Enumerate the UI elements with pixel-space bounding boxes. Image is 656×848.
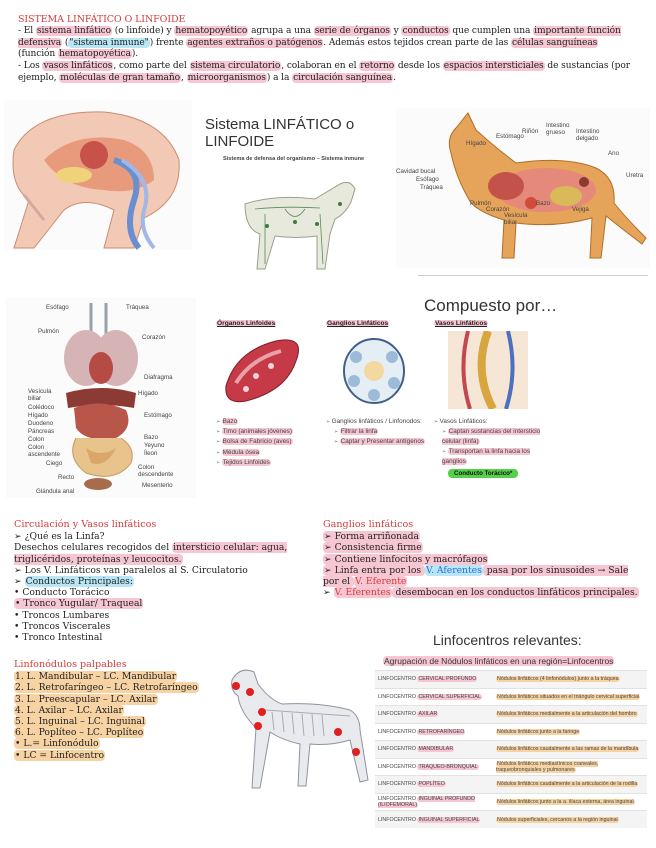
intro-paragraph-2	[18, 61, 630, 85]
list-item	[216, 448, 321, 458]
linfocentro-name-cell	[375, 671, 493, 689]
text: Nódulos linfáticos medialmente a la articulación del hombro	[497, 711, 637, 718]
cat-label: Vesícula biliar	[504, 212, 528, 226]
text: AXILAR	[418, 711, 438, 718]
list-item	[14, 682, 214, 693]
sistema-title: Sistema LINFÁTICO o LINFOIDE	[205, 116, 355, 150]
text: • L.= Linfonódulo	[15, 738, 99, 750]
text: RETROFARÍNGEO	[418, 728, 465, 735]
list-item: • Troncos Lumbares	[14, 609, 110, 621]
list-item	[323, 587, 645, 598]
organ-label: Estómago	[144, 412, 172, 419]
text: intersticio celular: agua, triglicéridos, proteínas y leucocitos.	[14, 542, 288, 565]
col1-list	[216, 417, 321, 468]
text: 6. L. Poplíteo – LC. Poplíteo	[15, 727, 144, 739]
text: ,	[181, 72, 187, 83]
text: vasos linfáticos	[43, 61, 113, 72]
compuesto-title: Compuesto por…	[424, 296, 558, 315]
list-item	[434, 417, 544, 427]
vasos-linfaticos-column	[434, 320, 544, 477]
list-item	[334, 437, 431, 447]
text: Ganglios linfáticos / Linfonodos:	[331, 418, 422, 425]
text: Timo (animales jóvenes)	[222, 428, 292, 436]
table-row	[375, 758, 647, 776]
linfocentro-name-cell	[375, 688, 493, 706]
linfocentro-name-cell	[375, 811, 493, 829]
text: V. Aferentes	[426, 564, 482, 576]
linfocentro-name-cell	[375, 776, 493, 794]
list-item	[216, 437, 321, 447]
organ-label: Diafragma	[144, 374, 173, 381]
linfocentro-description-cell	[493, 706, 647, 724]
list-item	[334, 427, 431, 437]
text: ➢	[323, 587, 334, 599]
text: LINFOCENTRO	[378, 763, 418, 770]
section-heading: Ganglios linfáticos	[323, 519, 414, 530]
text: agrupa a una	[248, 25, 314, 36]
text: Bazo	[222, 418, 238, 425]
linfocentro-name-cell	[375, 741, 493, 759]
organ-label: Páncreas	[28, 428, 55, 435]
table-row	[375, 688, 647, 706]
intro-block	[18, 14, 630, 85]
intro-paragraph-1	[18, 26, 630, 61]
text: Filtrar la linfa	[340, 428, 378, 436]
organ-label: Íleon	[144, 450, 158, 457]
text: ➢	[14, 576, 25, 588]
lymph-node-svg	[334, 331, 414, 409]
table-row	[375, 793, 647, 811]
sistema-subtitle: Sistema de defensa del organismo – Sistema inmune	[223, 156, 365, 162]
cat-label: Vejiga	[572, 206, 589, 213]
text: , colaboran en el	[281, 61, 360, 72]
text: Agrupación de Nódulos linfáticos en una región=Linfocentros	[384, 656, 614, 666]
text: . Además estos tejidos crean parte de las	[323, 37, 512, 48]
cat-label: Bazo	[536, 200, 551, 207]
organ-label: Colon	[28, 436, 45, 443]
text: 4. L. Axilar – LC. Axilar	[15, 704, 123, 716]
cat-label: Intestino delgado	[576, 128, 600, 142]
text: microorganismos	[187, 72, 266, 83]
ganglios-linfaticos-column	[326, 320, 431, 448]
list-item	[14, 738, 214, 749]
list-item	[14, 727, 214, 738]
dog-skeleton-svg	[210, 660, 375, 795]
circulacion-section	[14, 519, 314, 643]
text: Desechos celulares recogidos del	[14, 542, 173, 554]
list-item	[14, 671, 214, 682]
text: células sanguíneas	[512, 37, 598, 48]
cat-label: Hígado	[466, 140, 486, 147]
list-item	[442, 427, 544, 446]
text: Nódulos linfáticos situados en el triángulo cervical superficial	[497, 693, 640, 700]
linfocentro-name-cell	[375, 793, 493, 811]
organ-label: Ciego	[46, 460, 63, 467]
text: ➢ Linfa entra por los	[324, 564, 425, 576]
divider	[418, 275, 648, 276]
text: que cumplen una	[449, 25, 534, 36]
text: ) frente	[149, 37, 187, 48]
text: ➢ Forma arriñonada	[324, 531, 419, 543]
text: 1. L. Mandibular – LC. Mandibular	[15, 671, 177, 683]
text: "sistema inmune"	[69, 37, 149, 48]
text: hematopoyética	[58, 49, 131, 60]
text-line	[14, 542, 314, 564]
linfocentro-description-cell	[493, 688, 647, 706]
ganglios-section	[323, 519, 645, 598]
linfocentro-description-cell	[493, 741, 647, 759]
text: sistema linfático	[36, 25, 112, 36]
linfocentro-description-cell	[493, 671, 647, 689]
text: V. Eferente	[355, 576, 407, 588]
text: ) a la	[266, 72, 293, 83]
text: Conductos Principales:	[25, 576, 133, 588]
linfocentros-table	[375, 670, 647, 828]
text: Tejidos Linfoides	[222, 458, 270, 466]
text: Transportan la linfa hacia los ganglios	[442, 447, 531, 465]
text: Nódulos linfáticos caudalmente a la articulación de la rodilla	[497, 781, 638, 788]
organ-label: Recto	[58, 474, 75, 481]
cat-label: Ano	[608, 150, 620, 157]
text: LINFOCENTRO	[378, 693, 418, 700]
text: desembocan en los conductos linfáticos principales.	[392, 587, 638, 599]
list-item	[14, 694, 214, 705]
col-head: Órganos Linfoides	[217, 320, 276, 327]
list-item	[14, 750, 214, 761]
text: espacios intersticiales	[443, 61, 544, 72]
organ-label: Hígado	[138, 390, 158, 397]
text: importante función defensiva	[18, 25, 621, 48]
lymph-vessel-svg	[448, 331, 528, 409]
dog-skeleton-illustration	[210, 660, 375, 795]
text: (función	[18, 49, 58, 60]
text: Nódulos linfáticos junto a la faringe	[497, 728, 580, 735]
linfocentro-name-cell	[375, 706, 493, 724]
cat-label: Tráquea	[420, 184, 443, 191]
linfocentro-description-cell	[493, 776, 647, 794]
linfocentros-subtitle	[383, 656, 650, 666]
organ-label: Tráquea	[126, 304, 149, 311]
cat-label: Pulmón	[470, 200, 491, 207]
text: hematopoyético	[175, 25, 248, 36]
text: agentes extraños o patógenos	[187, 37, 323, 48]
col2-list	[326, 417, 431, 448]
text: (	[62, 37, 69, 48]
text: POPLÍTEO	[418, 781, 445, 788]
text: Médula ósea	[222, 448, 260, 456]
text: pasa por los sinusoides → Sale por el	[323, 564, 629, 588]
text: Bolsa de Fabricio (aves)	[222, 438, 292, 446]
organ-label: Duodeno	[28, 420, 54, 427]
organ-label: Mesenterio	[142, 482, 173, 489]
text: • LC = Linfocentro	[15, 749, 105, 761]
text: y	[390, 25, 402, 36]
text: INGUINAL SUPERFICIAL	[418, 816, 480, 823]
text: Captar y Presentar antígenos	[340, 438, 425, 446]
text: Nódulos superficiales, cercanos a la región inguinal	[497, 816, 618, 823]
organ-label: Corazón	[142, 334, 166, 341]
list-item: • Conducto Torácico	[14, 587, 110, 599]
section-heading: Linfonódulos palpables	[14, 659, 127, 670]
text: Captan sustancias del intersticio celular (linfa)	[442, 428, 541, 446]
cat-label: Intestino grueso	[546, 122, 570, 136]
cat-label: Estómago	[496, 133, 524, 140]
text: ).	[131, 49, 139, 60]
text: CERVICAL PROFUNDO	[418, 676, 477, 683]
col3-list	[434, 417, 544, 466]
text-line	[14, 576, 314, 587]
organ-label: Colédoco	[28, 404, 55, 411]
text: LINFOCENTRO	[378, 795, 418, 802]
organ-label: Pulmón	[38, 328, 59, 335]
linfocentro-description-cell	[493, 811, 647, 829]
linfocentro-description-cell	[493, 758, 647, 776]
dog-lymph-svg	[205, 164, 385, 274]
text: LINFOCENTRO	[378, 816, 418, 823]
table-row	[375, 776, 647, 794]
col-head: Ganglios Linfáticos	[327, 320, 389, 327]
linfocentro-description-cell	[493, 723, 647, 741]
list-item	[323, 531, 645, 542]
organ-label: Yeyuno	[144, 442, 165, 449]
text: ➢ Los V. Linfáticos van paralelos al S. Circulatorio	[14, 564, 248, 576]
text: 5. L. Inguinal – LC. Inguinal	[15, 716, 145, 728]
list-item	[14, 705, 214, 716]
text: de sustancias (por ejemplo,	[18, 61, 630, 83]
organ-label: Esófago	[46, 304, 69, 311]
linfonodulos-section	[14, 659, 214, 761]
table-row	[375, 706, 647, 724]
list-item	[14, 716, 214, 727]
text: 2. L. Retrofaríngeo – LC. Retrofaríngeo	[15, 682, 198, 694]
section-heading: Circulación y Vasos linfáticos	[14, 519, 157, 530]
table-row	[375, 723, 647, 741]
text: MANDIBULAR	[418, 746, 454, 753]
list-item	[323, 565, 645, 587]
text: CERVICAL SUPERFICIAL	[418, 693, 481, 700]
table-row	[375, 741, 647, 759]
text: serie de órganos	[314, 25, 390, 36]
text: sistema circulatorio	[190, 61, 281, 72]
spleen-svg	[216, 331, 316, 409]
text: ➢ ¿Qué es la Linfa?	[14, 531, 105, 543]
text: V. Eferentes	[334, 587, 391, 599]
text: • Tronco Yugular/ Traqueal	[15, 598, 143, 610]
list-item	[216, 417, 321, 427]
text: ➢ Contiene linfocitos y macrófagos	[324, 553, 488, 565]
text: moléculas de gran tamaño	[60, 72, 181, 83]
text: LINFOCENTRO	[378, 746, 418, 753]
cat-anatomy-illustration	[396, 108, 650, 268]
text: Nódulos linfáticos junto a la a. ilíaca externa, área inguinal	[497, 798, 634, 805]
organ-label: Hígado	[28, 412, 48, 419]
text: circulación sanguínea	[293, 72, 393, 83]
conducto-toracico-badge	[448, 470, 544, 477]
organ-label: Glándula anal	[36, 488, 75, 495]
list-item: • Tronco Intestinal	[14, 632, 103, 644]
text: - Los	[18, 61, 43, 72]
list-item	[323, 542, 645, 553]
text: conductos	[402, 25, 449, 36]
cat-label: Cavidad bucal	[396, 168, 436, 175]
text: - El	[18, 25, 36, 36]
cat-label: Corazón	[486, 206, 510, 213]
linfocentros-title: Linfocentros relevantes:	[433, 632, 582, 648]
text: Vasos Linfáticos:	[439, 418, 488, 425]
text: Nódulos linfáticos caudalmente a las ramas de la mandíbula	[497, 746, 639, 753]
organ-label: Colon ascendente	[28, 444, 60, 458]
table-row	[375, 671, 647, 689]
linfocentro-name-cell	[375, 723, 493, 741]
list-item	[326, 417, 431, 427]
text: (o linfoide) y	[112, 25, 175, 36]
text: LINFOCENTRO	[378, 781, 418, 788]
cat-label: Uretra	[626, 172, 644, 179]
list-item	[216, 427, 321, 437]
cat-label: Esófago	[416, 176, 439, 183]
internal-organs-illustration	[6, 298, 196, 498]
list-item	[442, 447, 544, 466]
organ-label: Bazo	[144, 434, 159, 441]
text: desde los	[395, 61, 443, 72]
sistema-linfatico-figure	[205, 116, 395, 266]
linfocentros-section	[375, 632, 650, 828]
list-item	[216, 458, 321, 468]
text: Nódulos linfáticos mediastínicos craneales, traqueobronquiales y pulmonares	[496, 760, 599, 773]
fetal-anatomy-svg	[4, 100, 192, 250]
text: Conducto Torácico*	[448, 469, 518, 478]
text: retorno	[360, 61, 395, 72]
linfocentro-name-cell	[375, 758, 493, 776]
text: 3. L. Preescapular – LC. Axilar	[15, 693, 157, 705]
text: ➢ Consistencia firme	[324, 542, 422, 554]
linfocentro-description-cell	[493, 793, 647, 811]
text: Nódulos linfáticos (4 linfonódulos) junto a la tráquea	[497, 676, 619, 683]
text: LINFOCENTRO	[378, 676, 418, 683]
cat-label: Riñón	[522, 128, 539, 135]
organos-linfoides-column	[216, 320, 321, 468]
intro-title: SISTEMA LINFÁTICO O LINFOIDE	[18, 14, 186, 25]
text: .	[393, 72, 396, 83]
list-item	[323, 554, 645, 565]
table-row	[375, 811, 647, 829]
fetal-anatomy-illustration	[4, 100, 192, 250]
organ-label: Colon descendente	[138, 464, 174, 478]
text: INGUINAL PROFUNDO (ILIOFEMORAL)	[378, 795, 476, 808]
text: TRAQUEO-BRONQUIAL	[418, 763, 478, 770]
col-head: Vasos Linfáticos	[435, 320, 488, 327]
text: , como parte del	[113, 61, 190, 72]
text: LINFOCENTRO	[378, 728, 418, 735]
text: LINFOCENTRO	[378, 711, 418, 718]
organ-label: Vesícula biliar	[28, 388, 52, 402]
list-item: • Troncos Viscerales	[14, 620, 111, 632]
list-item	[14, 598, 314, 609]
